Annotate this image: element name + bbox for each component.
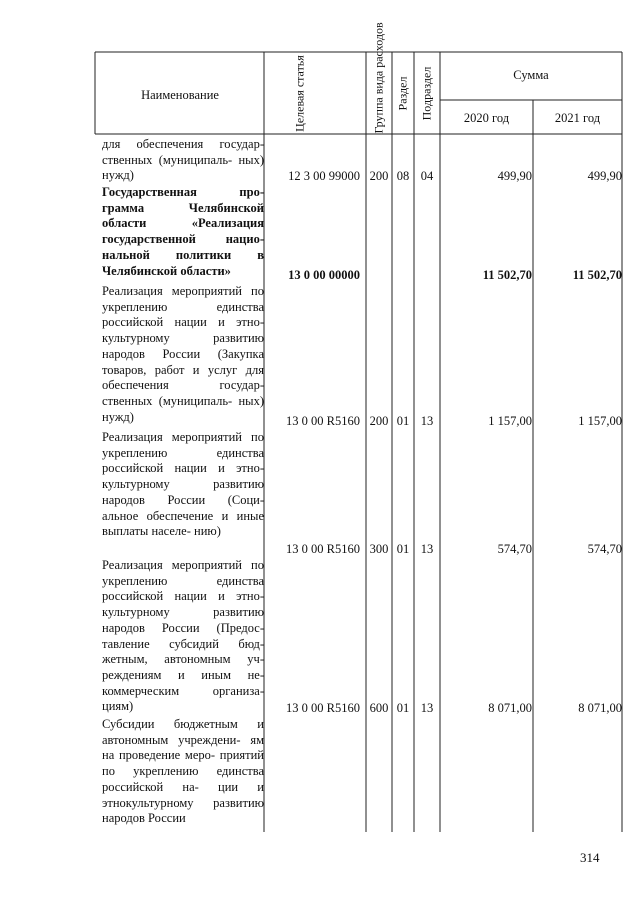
row-subsection: 13 — [420, 414, 434, 428]
row-section: 01 — [396, 542, 410, 556]
row-code: 12 3 00 99000 — [288, 169, 360, 183]
row-sum-2020: 574,70 — [497, 542, 532, 556]
row-group: 600 — [369, 701, 389, 715]
row-group: 200 — [369, 169, 389, 183]
row-name: Реализация мероприятий по укреплению единства российской нации и этно- культурному развитию народов России (Предос- тавление субсидий бюд- жетным, автономным уч- реждениям и иным не- коммерческим организа- циям) — [102, 558, 264, 714]
row-section: 08 — [396, 169, 410, 183]
row-name: для обеспечения государ- ственных (муниципаль- ных) нужд) — [102, 137, 264, 183]
row-name: Реализация мероприятий по укреплению единства российской нации и этно- культурному развитию народов России (Закупка товаров, работ и услуг для обеспечения государ- ственных (муниципаль- ных) нужд) — [102, 284, 264, 424]
row-sum-2021: 8 071,00 — [578, 701, 622, 715]
row-name: Реализация мероприятий по укреплению единства российской нации и этно- культурному развитию народов России (Соци- альное обеспечение и иные выплаты населе- нию) — [102, 430, 264, 539]
row-subsection: 13 — [420, 542, 434, 556]
row-subsection: 13 — [420, 701, 434, 715]
row-code: 13 0 00 R5160 — [286, 414, 360, 428]
row-sum-2020: 11 502,70 — [482, 268, 532, 282]
header-sum: Сумма — [513, 68, 549, 82]
row-sum-2020: 8 071,00 — [488, 701, 532, 715]
row-sum-2021: 1 157,00 — [578, 414, 622, 428]
row-section: 01 — [396, 414, 410, 428]
row-group: 300 — [369, 542, 389, 556]
row-section: 01 — [396, 701, 410, 715]
row-code: 13 0 00 R5160 — [286, 701, 360, 715]
row-name: Государственная про- грамма Челябинской области «Реализация государственной нацио- нальной политики в Челябинской области» — [102, 185, 264, 278]
row-sum-2021: 499,90 — [587, 169, 622, 183]
row-sum-2021: 11 502,70 — [572, 268, 622, 282]
header-code: Целевая статья — [292, 55, 307, 132]
header-section: Раздел — [395, 76, 410, 111]
header-2021: 2021 год — [554, 111, 601, 125]
row-group: 200 — [369, 414, 389, 428]
header-subsection: Подраздел — [419, 66, 434, 121]
row-code: 13 0 00 R5160 — [286, 542, 360, 556]
header-group: Группа вида расходов — [371, 22, 386, 134]
row-code: 13 0 00 00000 — [288, 268, 360, 282]
row-subsection: 04 — [420, 169, 434, 183]
row-name: Субсидии бюджетным и автономным учреждени- ям на проведение меро- приятий по укреплению единства российской на- ции и этнокультурному развитию народов России — [102, 717, 264, 826]
page-number: 314 — [580, 850, 600, 865]
header-name: Наименование — [141, 88, 219, 102]
header-2020: 2020 год — [463, 111, 510, 125]
row-sum-2021: 574,70 — [587, 542, 622, 556]
row-sum-2020: 499,90 — [497, 169, 532, 183]
row-sum-2020: 1 157,00 — [488, 414, 532, 428]
